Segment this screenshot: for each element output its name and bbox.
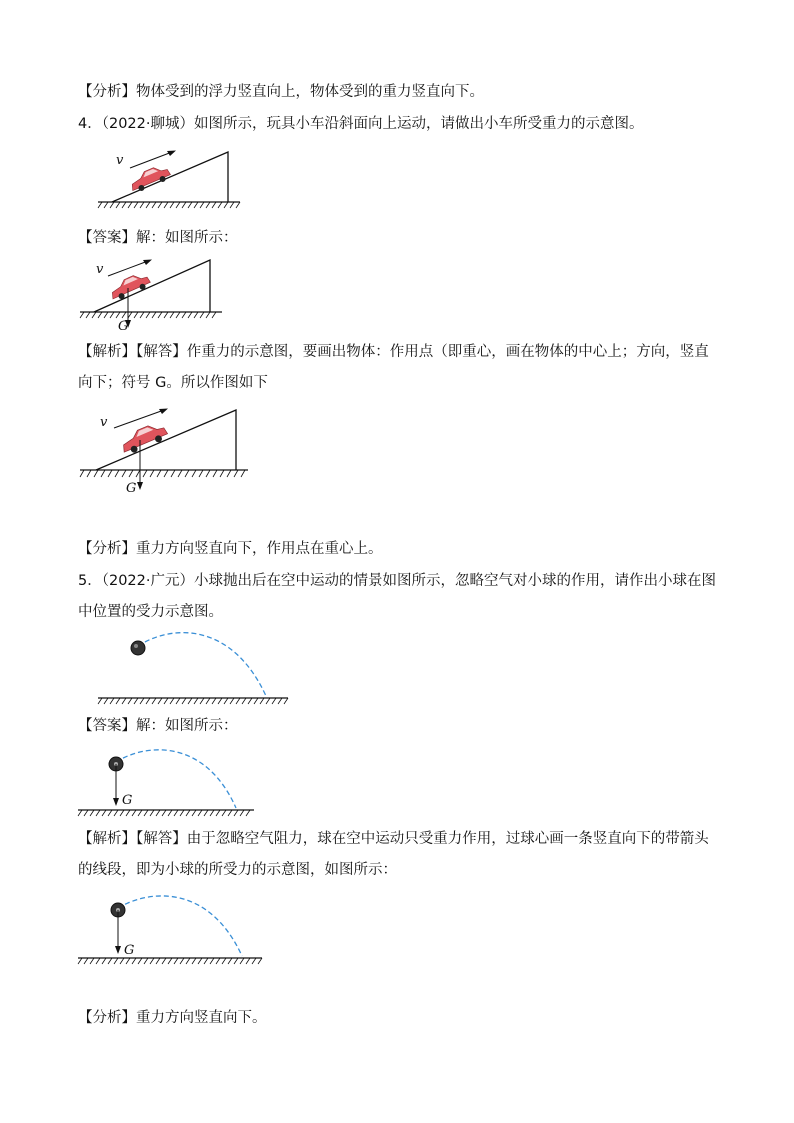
trajectory-path [138, 633, 266, 696]
trajectory-path [118, 896, 242, 956]
q5-analysis: 【分析】重力方向竖直向下。 [78, 1010, 267, 1026]
gravity-label: G [124, 943, 135, 958]
velocity-label: v [96, 262, 104, 277]
hatched-ground [80, 470, 248, 477]
incline [96, 410, 236, 470]
q4-figure-solution [72, 400, 252, 500]
incline [94, 260, 210, 312]
q5-question: 5．（2022·广元）小球抛出后在空中运动的情景如图所示，忽略空气对小球的作用，请作出小球在图中位置的受力示意图。 [78, 573, 716, 620]
gravity-label: G [126, 481, 137, 496]
gravity-label: G [118, 319, 129, 334]
q5-solution: 【解析】【解答】由于忽略空气阻力，球在空中运动只受重力作用，过球心画一条竖直向下的带箭头的线段，即为小球的所受力的示意图，如图所示： [78, 831, 709, 878]
trajectory-path [116, 750, 236, 808]
incline [112, 152, 228, 202]
ball [131, 641, 145, 655]
hatched-ground [78, 810, 254, 816]
toy-car [108, 270, 152, 302]
q5-figure-answer [74, 742, 260, 822]
q4-solution: 【解析】【解答】作重力的示意图，要画出物体：作用点（即重心，画在物体的中心上；方向，竖直向下；符号 G。所以作图如下 [78, 344, 709, 391]
q4-answer: 【答案】解：如图所示： [78, 230, 238, 246]
hatched-ground [80, 312, 222, 318]
velocity-label: v [100, 415, 108, 430]
q3-analysis: 【分析】物体受到的浮力竖直向上，物体受到的重力竖直向下。 [78, 84, 484, 100]
q5-answer: 【答案】解：如图所示： [78, 718, 238, 734]
toy-car [128, 163, 172, 195]
gravity-arrow [137, 440, 143, 490]
q4-analysis: 【分析】重力方向竖直向下，作用点在重心上。 [78, 541, 383, 557]
hatched-ground [98, 698, 288, 704]
q5-figure-question [92, 624, 292, 710]
hatched-ground [98, 202, 240, 208]
q5-figure-solution [76, 890, 266, 970]
hatched-ground [78, 958, 262, 964]
gravity-label: G [122, 793, 133, 808]
q4-figure-question [90, 142, 250, 214]
velocity-arrow [114, 409, 168, 429]
velocity-label: v [116, 153, 124, 168]
velocity-arrow [108, 260, 152, 277]
toy-car [118, 420, 169, 456]
velocity-arrow [130, 151, 176, 169]
q4-question: 4．（2022·聊城）如图所示，玩具小车沿斜面向上运动，请做出小车所受重力的示意图。 [78, 116, 644, 132]
q4-figure-answer [72, 252, 232, 334]
